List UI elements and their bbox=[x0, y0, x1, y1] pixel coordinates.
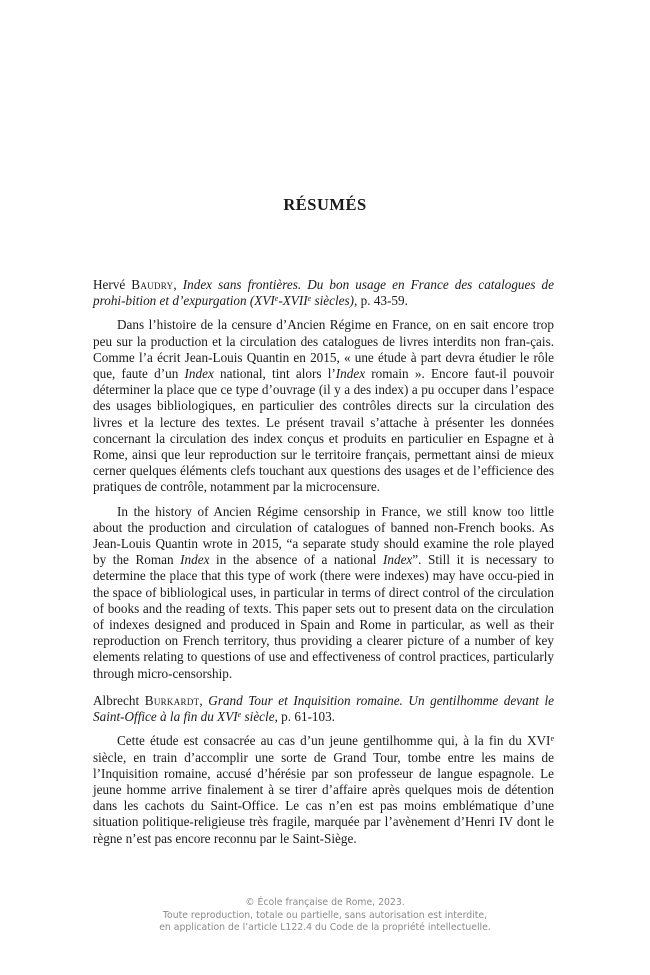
abstract-entry-burkardt bbox=[93, 693, 554, 855]
text-run-italic: Index bbox=[335, 366, 366, 382]
article-title-part: -XVII bbox=[278, 293, 308, 309]
text-run: romain ». Encore faut-il pouvoir déterminer la place que ce type d’ouvrage (il y a des index) a pu occuper dans l’espace des usages bibliologiques, en particulier des contrôles directs sur la circulation des livres et la lecture des textes. Le présent travail s’attache à présenter les données concernant la circulation des index conçus et produits en particulier en Espagne et à Rome, ainsi que leur reproduction sur le territoire français, permettant ainsi de mieux cerner quelques éléments clefs touchant aux questions des usages et de l’efficience des pratiques de contrôle, notamment par la microcensure. bbox=[93, 366, 554, 495]
citation: Hervé Baudry, Index sans frontières. Du bon usage en France des catalogues de prohi-bition et d’expurgation (XVIe-XVIIe siècles), p. 43-59. bbox=[93, 277, 555, 309]
article-title-part: siècle bbox=[241, 709, 275, 725]
page-title: RÉSUMÉS bbox=[283, 195, 367, 215]
text-run: national, tint alors l’ bbox=[213, 366, 336, 382]
abstract-french bbox=[93, 733, 554, 846]
text-run: In the history of Ancien Régime censorship in France, we still know too little about the production and circulation of catalogues of banned non-French books. As Jean-Louis Quantin wrote in 2015, “a separate study should examine the role played by the Roman bbox=[93, 503, 554, 568]
page-range: , p. 61-103. bbox=[274, 709, 336, 725]
article-title-part: Index sans frontières. Du bon usage en France des catalogues de prohi-bition et d’expurgation (XVI bbox=[93, 277, 555, 309]
author-last-name: Baudry bbox=[131, 277, 174, 292]
copyright-line: © École française de Rome, 2023. bbox=[245, 897, 405, 908]
page-range: , p. 43-59. bbox=[354, 293, 408, 309]
text-run: Cette étude est consacrée au cas d’un jeune gentilhomme qui, à la fin du XVI bbox=[117, 733, 551, 749]
superscript: e bbox=[307, 294, 312, 304]
text-run-italic: Index bbox=[382, 552, 413, 568]
article-title-part: Grand Tour et Inquisition romaine. Un gentilhomme devant le Saint-Office à la fin du XVI bbox=[93, 693, 555, 725]
abstract-entry-baudry bbox=[93, 277, 554, 690]
text-run: siècle, en train d’accomplir une sorte de Grand Tour, tombe entre les mains de l’Inquisition romaine, accusé d’hérésie par son professeur de langue espagnole. Le jeune homme arrive finalement à se tirer d’affaire après quelques mois de détention dans les cachots du Saint-Office. Le cas n’en est pas moins emblématique d’une situation politique-religieuse très fragile, marquée par l’avènement d’Henri IV dont le règne n’est pas encore reconnu par le Saint-Siège. bbox=[93, 749, 554, 846]
superscript: e bbox=[274, 294, 279, 304]
abstract-english bbox=[93, 504, 554, 682]
text-run-italic: Index bbox=[184, 366, 214, 382]
article-title-part: siècles) bbox=[311, 293, 355, 309]
author-first-name: Albrecht bbox=[93, 693, 140, 708]
citation: Albrecht Burkardt, Grand Tour et Inquisition romaine. Un gentilhomme devant le Saint-Office à la fin du XVIe siècle, p. 61-103. bbox=[93, 693, 555, 725]
text-run: ”. Still it is necessary to determine the place that this type of work (there were indexes) may have occu-pied in the space of bibliological uses, in particular in terms of direct control of the circulation of books and the reading of texts. This paper sets out to present data on the circulation of indexes designed and produced in Spain and Rome in particular, as well as their reproduction on French territory, thus providing a clearer picture of a number of key elements relating to questions of use and effectiveness of control practices, particularly through micro-censorship. bbox=[93, 552, 554, 681]
copyright-footer bbox=[0, 897, 650, 935]
copyright-legal-reference: en application de l’article L122.4 du Code de la propriété intellectuelle. bbox=[159, 922, 491, 933]
text-run: Dans l’histoire de la censure d’Ancien Régime en France, on en sait encore trop peu sur la production et la circulation des catalogues de livres interdits non fran-çais. Comme l’a écrit Jean-Louis Quantin en 2015, « une étude à part devra étudier le rôle que, faute d’un bbox=[93, 317, 554, 382]
author-last-name: Burkardt bbox=[144, 693, 200, 708]
abstract-french bbox=[93, 317, 554, 495]
text-run-italic: Index bbox=[180, 552, 210, 568]
author-first-name: Hervé bbox=[93, 277, 126, 292]
text-run: in the absence of a national bbox=[209, 552, 383, 568]
superscript: e bbox=[237, 710, 242, 720]
superscript: e bbox=[550, 734, 554, 744]
copyright-notice: Toute reproduction, totale ou partielle, sans autorisation est interdite, bbox=[162, 909, 488, 921]
